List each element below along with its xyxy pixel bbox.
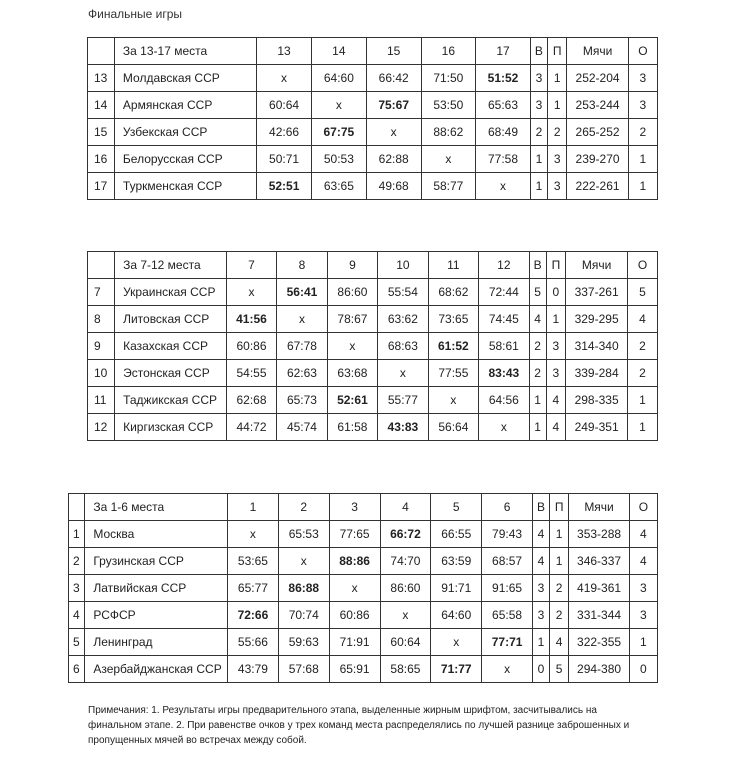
game-result-cell: 49:68 (366, 173, 421, 200)
points-cell: 3 (628, 65, 657, 92)
balls-cell: 298-335 (566, 387, 628, 414)
table-row (88, 65, 658, 92)
balls-cell: 239-270 (567, 146, 628, 173)
points-cell: 4 (629, 521, 657, 548)
points-cell: 1 (628, 173, 657, 200)
game-result-cell: 65:91 (329, 656, 380, 683)
game-result-cell: 86:60 (327, 279, 377, 306)
wins-cell: 1 (529, 387, 546, 414)
game-result-cell: 77:65 (329, 521, 380, 548)
losses-cell: 3 (547, 173, 566, 200)
losses-cell: 1 (550, 548, 569, 575)
header-group-label: За 1-6 места (85, 494, 228, 521)
team-name-cell: Латвийская ССР (85, 575, 228, 602)
losses-cell: 1 (550, 521, 569, 548)
game-result-cell: 63:62 (378, 306, 428, 333)
game-result-cell: 77:55 (428, 360, 478, 387)
points-cell: 4 (628, 306, 658, 333)
game-result-cell: 56:41 (277, 279, 327, 306)
wins-cell: 3 (530, 65, 547, 92)
header-opponent-column: 2 (278, 494, 329, 521)
game-result-cell: 58:65 (380, 656, 431, 683)
game-result-cell: 43:83 (378, 414, 428, 441)
game-result-cell: 64:60 (431, 602, 482, 629)
wins-cell: 2 (529, 360, 546, 387)
losses-cell: 1 (547, 92, 566, 119)
game-result-cell: 67:75 (311, 119, 366, 146)
balls-cell: 253-244 (567, 92, 628, 119)
game-result-cell: 61:58 (327, 414, 377, 441)
place-cell: 1 (69, 521, 85, 548)
game-result-cell: 73:65 (428, 306, 478, 333)
game-result-cell: 62:68 (226, 387, 276, 414)
game-result-cell: 50:53 (311, 146, 366, 173)
balls-cell: 346-337 (569, 548, 630, 575)
header-place-cell (88, 252, 115, 279)
game-result-cell: x (479, 414, 529, 441)
table-row (88, 92, 658, 119)
header-wins: В (532, 494, 549, 521)
game-result-cell: 52:51 (257, 173, 312, 200)
game-result-cell: 64:60 (311, 65, 366, 92)
game-result-cell: 86:88 (278, 575, 329, 602)
balls-cell: 265-252 (567, 119, 628, 146)
team-name-cell: Азербайджанская ССР (85, 656, 228, 683)
game-result-cell: 45:74 (277, 414, 327, 441)
points-cell: 2 (628, 119, 657, 146)
game-result-cell: 55:77 (378, 387, 428, 414)
game-result-cell: x (476, 173, 531, 200)
team-name-cell: Украинская ССР (115, 279, 227, 306)
game-result-cell: 71:77 (431, 656, 482, 683)
header-group-label: За 13-17 места (114, 38, 256, 65)
game-result-cell: x (366, 119, 421, 146)
header-row (69, 494, 658, 521)
standings-table-1-6 (68, 493, 658, 683)
game-result-cell: x (380, 602, 431, 629)
place-cell: 15 (88, 119, 115, 146)
balls-cell: 329-295 (566, 306, 628, 333)
game-result-cell: x (378, 360, 428, 387)
place-cell: 2 (69, 548, 85, 575)
header-opponent-column: 15 (366, 38, 421, 65)
place-cell: 7 (88, 279, 115, 306)
place-cell: 3 (69, 575, 85, 602)
balls-cell: 222-261 (567, 173, 628, 200)
game-result-cell: x (311, 92, 366, 119)
place-cell: 13 (88, 65, 115, 92)
balls-cell: 322-355 (569, 629, 630, 656)
game-result-cell: 72:66 (228, 602, 279, 629)
header-opponent-column: 7 (226, 252, 276, 279)
table-row (88, 173, 658, 200)
header-losses: П (550, 494, 569, 521)
points-cell: 1 (628, 387, 658, 414)
wins-cell: 3 (532, 575, 549, 602)
team-name-cell: РСФСР (85, 602, 228, 629)
table-row (88, 360, 658, 387)
team-name-cell: Литовская ССР (115, 306, 227, 333)
game-result-cell: 78:67 (327, 306, 377, 333)
game-result-cell: 77:58 (476, 146, 531, 173)
wins-cell: 1 (530, 146, 547, 173)
header-opponent-column: 4 (380, 494, 431, 521)
game-result-cell: 51:52 (476, 65, 531, 92)
game-result-cell: x (421, 146, 476, 173)
losses-cell: 3 (547, 146, 566, 173)
losses-cell: 3 (546, 360, 566, 387)
game-result-cell: 57:68 (278, 656, 329, 683)
header-group-label: За 7-12 места (115, 252, 227, 279)
team-name-cell: Москва (85, 521, 228, 548)
game-result-cell: 60:64 (380, 629, 431, 656)
wins-cell: 2 (530, 119, 547, 146)
game-result-cell: 71:50 (421, 65, 476, 92)
table-row (88, 119, 658, 146)
header-balls: Мячи (567, 38, 628, 65)
losses-cell: 2 (550, 602, 569, 629)
team-name-cell: Узбекская ССР (114, 119, 256, 146)
game-result-cell: 66:42 (366, 65, 421, 92)
losses-cell: 2 (550, 575, 569, 602)
points-cell: 2 (628, 333, 658, 360)
game-result-cell: 60:64 (257, 92, 312, 119)
place-cell: 10 (88, 360, 115, 387)
place-cell: 4 (69, 602, 85, 629)
header-opponent-column: 9 (327, 252, 377, 279)
team-name-cell: Грузинская ССР (85, 548, 228, 575)
team-name-cell: Казахская ССР (115, 333, 227, 360)
table-row (69, 521, 658, 548)
header-opponent-column: 13 (257, 38, 312, 65)
balls-cell: 249-351 (566, 414, 628, 441)
game-result-cell: 77:71 (482, 629, 533, 656)
game-result-cell: 75:67 (366, 92, 421, 119)
wins-cell: 5 (529, 279, 546, 306)
game-result-cell: 72:44 (479, 279, 529, 306)
losses-cell: 3 (546, 333, 566, 360)
game-result-cell: 65:77 (228, 575, 279, 602)
game-result-cell: 55:66 (228, 629, 279, 656)
team-name-cell: Ленинград (85, 629, 228, 656)
game-result-cell: 61:52 (428, 333, 478, 360)
game-result-cell: 63:65 (311, 173, 366, 200)
table-row (88, 387, 658, 414)
points-cell: 3 (629, 575, 657, 602)
header-wins: В (530, 38, 547, 65)
wins-cell: 3 (532, 602, 549, 629)
place-cell: 9 (88, 333, 115, 360)
game-result-cell: 65:53 (278, 521, 329, 548)
wins-cell: 4 (529, 306, 546, 333)
header-row (88, 38, 658, 65)
game-result-cell: 68:63 (378, 333, 428, 360)
points-cell: 2 (628, 360, 658, 387)
standings-table-13-17 (87, 37, 658, 200)
table-row (88, 414, 658, 441)
team-name-cell: Молдавская ССР (114, 65, 256, 92)
balls-cell: 419-361 (569, 575, 630, 602)
game-result-cell: 58:61 (479, 333, 529, 360)
game-result-cell: 56:64 (428, 414, 478, 441)
header-row (88, 252, 658, 279)
points-cell: 1 (628, 146, 657, 173)
game-result-cell: 65:73 (277, 387, 327, 414)
header-opponent-column: 6 (482, 494, 533, 521)
game-result-cell: 83:43 (479, 360, 529, 387)
wins-cell: 3 (530, 92, 547, 119)
team-name-cell: Эстонская ССР (115, 360, 227, 387)
points-cell: 5 (628, 279, 658, 306)
place-cell: 14 (88, 92, 115, 119)
game-result-cell: 91:65 (482, 575, 533, 602)
balls-cell: 294-380 (569, 656, 630, 683)
losses-cell: 1 (546, 306, 566, 333)
place-cell: 8 (88, 306, 115, 333)
footnotes: Примечания: 1. Результаты игры предварительного этапа, выделенные жирным шрифтом, засчитывались на финальном этапе. 2. При равенстве очков у трех команд места распределялись по лучшей разнице заброшенных и пропущенных мячей во встречах между собой. (88, 705, 630, 746)
table-row (69, 575, 658, 602)
game-result-cell: x (278, 548, 329, 575)
game-result-cell: 74:70 (380, 548, 431, 575)
game-result-cell: 91:71 (431, 575, 482, 602)
game-result-cell: 71:91 (329, 629, 380, 656)
balls-cell: 339-284 (566, 360, 628, 387)
place-cell: 17 (88, 173, 115, 200)
header-place-cell (69, 494, 85, 521)
table-row (88, 279, 658, 306)
game-result-cell: 65:58 (482, 602, 533, 629)
game-result-cell: 68:49 (476, 119, 531, 146)
table-row (69, 629, 658, 656)
game-result-cell: x (482, 656, 533, 683)
team-name-cell: Туркменская ССР (114, 173, 256, 200)
game-result-cell: 86:60 (380, 575, 431, 602)
table-row (88, 333, 658, 360)
wins-cell: 1 (529, 414, 546, 441)
game-result-cell: 62:88 (366, 146, 421, 173)
wins-cell: 2 (529, 333, 546, 360)
game-result-cell: 79:43 (482, 521, 533, 548)
game-result-cell: 53:65 (228, 548, 279, 575)
game-result-cell: x (226, 279, 276, 306)
game-result-cell: 60:86 (226, 333, 276, 360)
points-cell: 3 (629, 602, 657, 629)
header-opponent-column: 14 (311, 38, 366, 65)
game-result-cell: 59:63 (278, 629, 329, 656)
game-result-cell: 43:79 (228, 656, 279, 683)
place-cell: 12 (88, 414, 115, 441)
balls-cell: 337-261 (566, 279, 628, 306)
game-result-cell: 50:71 (257, 146, 312, 173)
game-result-cell: x (228, 521, 279, 548)
table-row (88, 306, 658, 333)
losses-cell: 4 (550, 629, 569, 656)
wins-cell: 4 (532, 548, 549, 575)
game-result-cell: 53:50 (421, 92, 476, 119)
points-cell: 1 (629, 629, 657, 656)
header-opponent-column: 3 (329, 494, 380, 521)
header-losses: П (546, 252, 566, 279)
game-result-cell: 88:86 (329, 548, 380, 575)
game-result-cell: x (428, 387, 478, 414)
team-name-cell: Киргизская ССР (115, 414, 227, 441)
header-points: О (628, 38, 657, 65)
game-result-cell: 63:59 (431, 548, 482, 575)
losses-cell: 4 (546, 387, 566, 414)
losses-cell: 4 (546, 414, 566, 441)
wins-cell: 1 (530, 173, 547, 200)
game-result-cell: 67:78 (277, 333, 327, 360)
losses-cell: 5 (550, 656, 569, 683)
game-result-cell: 64:56 (479, 387, 529, 414)
game-result-cell: x (277, 306, 327, 333)
table-row (88, 146, 658, 173)
points-cell: 4 (629, 548, 657, 575)
game-result-cell: 63:68 (327, 360, 377, 387)
place-cell: 5 (69, 629, 85, 656)
wins-cell: 0 (532, 656, 549, 683)
header-balls: Мячи (566, 252, 628, 279)
header-opponent-column: 5 (431, 494, 482, 521)
game-result-cell: 42:66 (257, 119, 312, 146)
losses-cell: 0 (546, 279, 566, 306)
game-result-cell: 66:55 (431, 521, 482, 548)
header-opponent-column: 16 (421, 38, 476, 65)
header-opponent-column: 8 (277, 252, 327, 279)
table-row (69, 602, 658, 629)
header-place-cell (88, 38, 115, 65)
header-opponent-column: 1 (228, 494, 279, 521)
wins-cell: 4 (532, 521, 549, 548)
game-result-cell: 88:62 (421, 119, 476, 146)
game-result-cell: 54:55 (226, 360, 276, 387)
header-balls: Мячи (569, 494, 630, 521)
game-result-cell: 60:86 (329, 602, 380, 629)
points-cell: 0 (629, 656, 657, 683)
header-losses: П (547, 38, 566, 65)
game-result-cell: 52:61 (327, 387, 377, 414)
standings-table-7-12 (87, 251, 658, 441)
wins-cell: 1 (532, 629, 549, 656)
page-title: Финальные игры (88, 7, 183, 21)
header-opponent-column: 12 (479, 252, 529, 279)
game-result-cell: 74:45 (479, 306, 529, 333)
header-points: О (628, 252, 658, 279)
team-name-cell: Белорусская ССР (114, 146, 256, 173)
place-cell: 6 (69, 656, 85, 683)
header-wins: В (529, 252, 546, 279)
game-result-cell: 44:72 (226, 414, 276, 441)
balls-cell: 331-344 (569, 602, 630, 629)
game-result-cell: 58:77 (421, 173, 476, 200)
game-result-cell: x (327, 333, 377, 360)
header-opponent-column: 17 (476, 38, 531, 65)
game-result-cell: x (257, 65, 312, 92)
header-opponent-column: 11 (428, 252, 478, 279)
game-result-cell: x (431, 629, 482, 656)
game-result-cell: 68:57 (482, 548, 533, 575)
losses-cell: 2 (547, 119, 566, 146)
game-result-cell: 70:74 (278, 602, 329, 629)
balls-cell: 314-340 (566, 333, 628, 360)
place-cell: 11 (88, 387, 115, 414)
game-result-cell: 68:62 (428, 279, 478, 306)
points-cell: 1 (628, 414, 658, 441)
game-result-cell: 55:54 (378, 279, 428, 306)
team-name-cell: Таджикская ССР (115, 387, 227, 414)
points-cell: 3 (628, 92, 657, 119)
header-points: О (629, 494, 657, 521)
header-opponent-column: 10 (378, 252, 428, 279)
game-result-cell: 62:63 (277, 360, 327, 387)
game-result-cell: x (329, 575, 380, 602)
balls-cell: 252-204 (567, 65, 628, 92)
place-cell: 16 (88, 146, 115, 173)
game-result-cell: 66:72 (380, 521, 431, 548)
game-result-cell: 41:56 (226, 306, 276, 333)
team-name-cell: Армянская ССР (114, 92, 256, 119)
game-result-cell: 65:63 (476, 92, 531, 119)
table-row (69, 548, 658, 575)
balls-cell: 353-288 (569, 521, 630, 548)
table-row (69, 656, 658, 683)
losses-cell: 1 (547, 65, 566, 92)
